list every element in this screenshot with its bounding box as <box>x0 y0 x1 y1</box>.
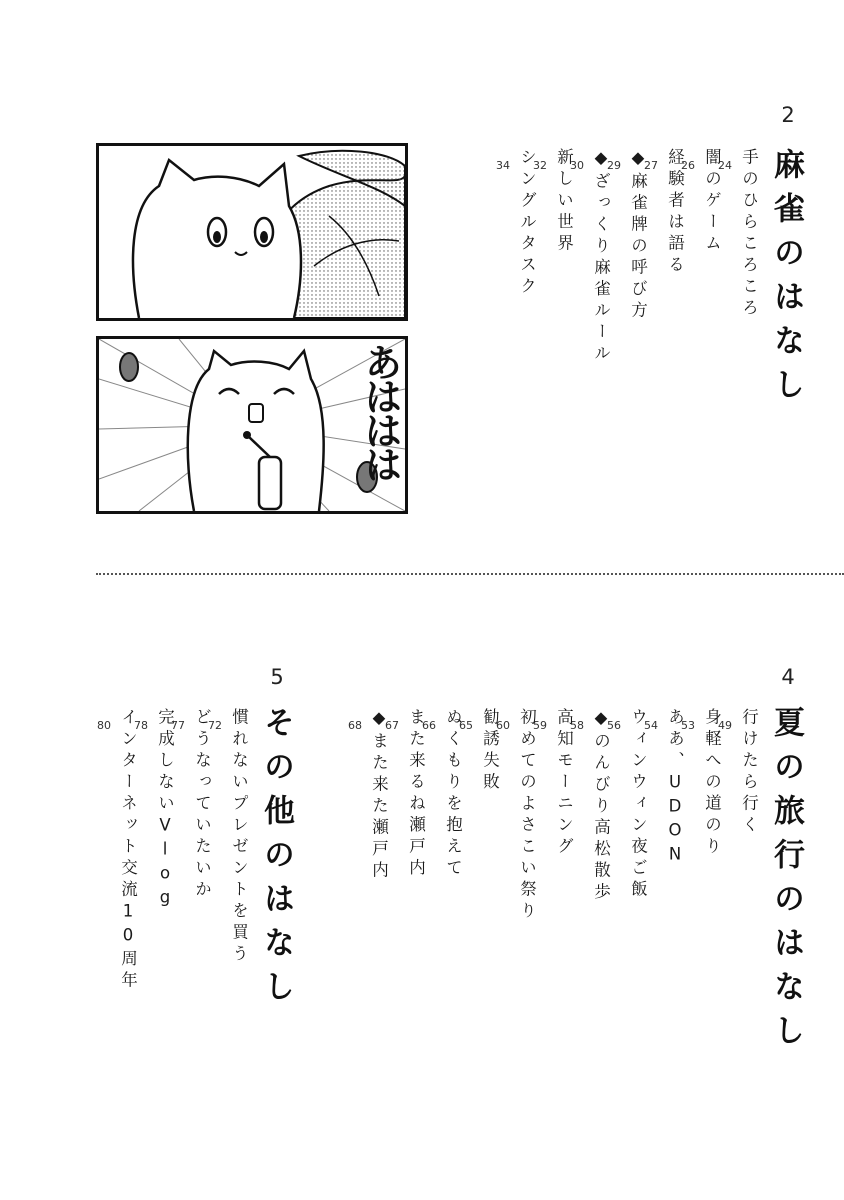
entry-page: 67 <box>385 719 399 732</box>
toc-entry[interactable] <box>606 148 646 323</box>
toc-entry[interactable] <box>680 708 720 859</box>
chapter-2-title: 麻雀のはなし <box>768 148 804 412</box>
entry-title: 慣れないプレゼントを買う <box>229 708 249 966</box>
entry-page: 59 <box>533 719 547 732</box>
entry-title: シングルタスク <box>517 148 537 299</box>
comic-panel-top <box>96 143 408 321</box>
entry-title: 手のひらころころ <box>739 148 759 320</box>
toc-entry[interactable] <box>421 708 461 880</box>
chapter-4-title: 夏の旅行のはなし <box>768 706 804 1058</box>
toc-entry[interactable] <box>384 708 424 880</box>
toc-entry[interactable] <box>347 708 387 883</box>
entry-title: 行けたら行く <box>739 708 759 837</box>
entry-page: 49 <box>718 719 732 732</box>
entry-page: 68 <box>348 719 362 732</box>
chapter-4-number: 4 <box>781 665 795 689</box>
entry-title: 闇のゲーム <box>702 148 722 256</box>
toc-entry[interactable] <box>569 148 609 366</box>
entry-title: 経験者は語る <box>665 148 685 277</box>
entry-page: 72 <box>208 719 222 732</box>
cat-with-leaf-illustration <box>99 146 405 318</box>
toc-entry[interactable] <box>495 708 535 923</box>
toc-entry[interactable] <box>532 708 572 859</box>
entry-title: 身軽への道のり <box>702 708 722 859</box>
comic-panel-bottom <box>96 336 408 514</box>
entry-title: 勧誘失敗 <box>480 708 500 794</box>
toc-entry[interactable] <box>170 708 210 902</box>
entry-title: どうなっていたいか <box>192 708 212 902</box>
entry-title: 高知モーニング <box>554 708 574 859</box>
section-divider <box>96 573 844 575</box>
entry-title: 完成しないVlog <box>155 708 175 912</box>
entry-title: 新しい世界 <box>554 148 574 256</box>
coffee-bean-icon <box>120 353 138 381</box>
entry-title: また来るね瀬戸内 <box>406 708 426 880</box>
toc-entry[interactable] <box>96 708 136 993</box>
entry-page: 34 <box>496 159 510 172</box>
entry-title: ◆また来た瀬戸内 <box>369 708 389 883</box>
entry-page: 65 <box>459 719 473 732</box>
toc-entry[interactable] <box>569 708 609 904</box>
entry-title: ウィンウィン夜ご飯 <box>628 708 648 902</box>
entry-title: ◆麻雀牌の呼び方 <box>628 148 648 323</box>
toc-entry[interactable] <box>532 148 572 256</box>
toc-entry[interactable] <box>643 708 683 869</box>
entry-page: 77 <box>171 719 185 732</box>
chapter-5-title: その他のはなし <box>258 706 294 1014</box>
entry-title: 初めてのよさこい祭り <box>517 708 537 923</box>
entry-title: ああ、UDON <box>665 708 685 869</box>
entry-page: 56 <box>607 719 621 732</box>
toc-entry[interactable] <box>133 708 173 912</box>
toc-entry[interactable] <box>606 708 646 902</box>
entry-page: 32 <box>533 159 547 172</box>
entry-title: インターネット交流10周年 <box>118 708 138 993</box>
entry-page: 24 <box>718 159 732 172</box>
toc-entry[interactable] <box>680 148 720 256</box>
entry-page: 53 <box>681 719 695 732</box>
entry-title: ◆ざっくり麻雀ルール <box>591 148 611 366</box>
cat-character-icon <box>188 351 324 511</box>
entry-page: 58 <box>570 719 584 732</box>
entry-page: 66 <box>422 719 436 732</box>
toc-entry[interactable] <box>207 708 247 966</box>
entry-page: 80 <box>97 719 111 732</box>
entry-page: 27 <box>644 159 658 172</box>
entry-page: 60 <box>496 719 510 732</box>
entry-page: 29 <box>607 159 621 172</box>
cat-character-icon <box>133 160 301 318</box>
toc-entry[interactable] <box>643 148 683 277</box>
entry-title: ぬくもりを抱えて <box>443 708 463 880</box>
toc-entry[interactable] <box>717 708 757 837</box>
chapter-5-number: 5 <box>270 665 284 689</box>
toc-entry[interactable] <box>495 148 535 299</box>
chapter-2-number: 2 <box>781 103 795 127</box>
toc-entry[interactable] <box>458 708 498 794</box>
toc-entry[interactable] <box>717 148 757 320</box>
entry-page: 30 <box>570 159 584 172</box>
entry-page: 26 <box>681 159 695 172</box>
entry-page: 54 <box>644 719 658 732</box>
entry-page: 78 <box>134 719 148 732</box>
entry-title: ◆のんびり高松散歩 <box>591 708 611 904</box>
laugh-sound-effect: あははは <box>358 343 402 479</box>
